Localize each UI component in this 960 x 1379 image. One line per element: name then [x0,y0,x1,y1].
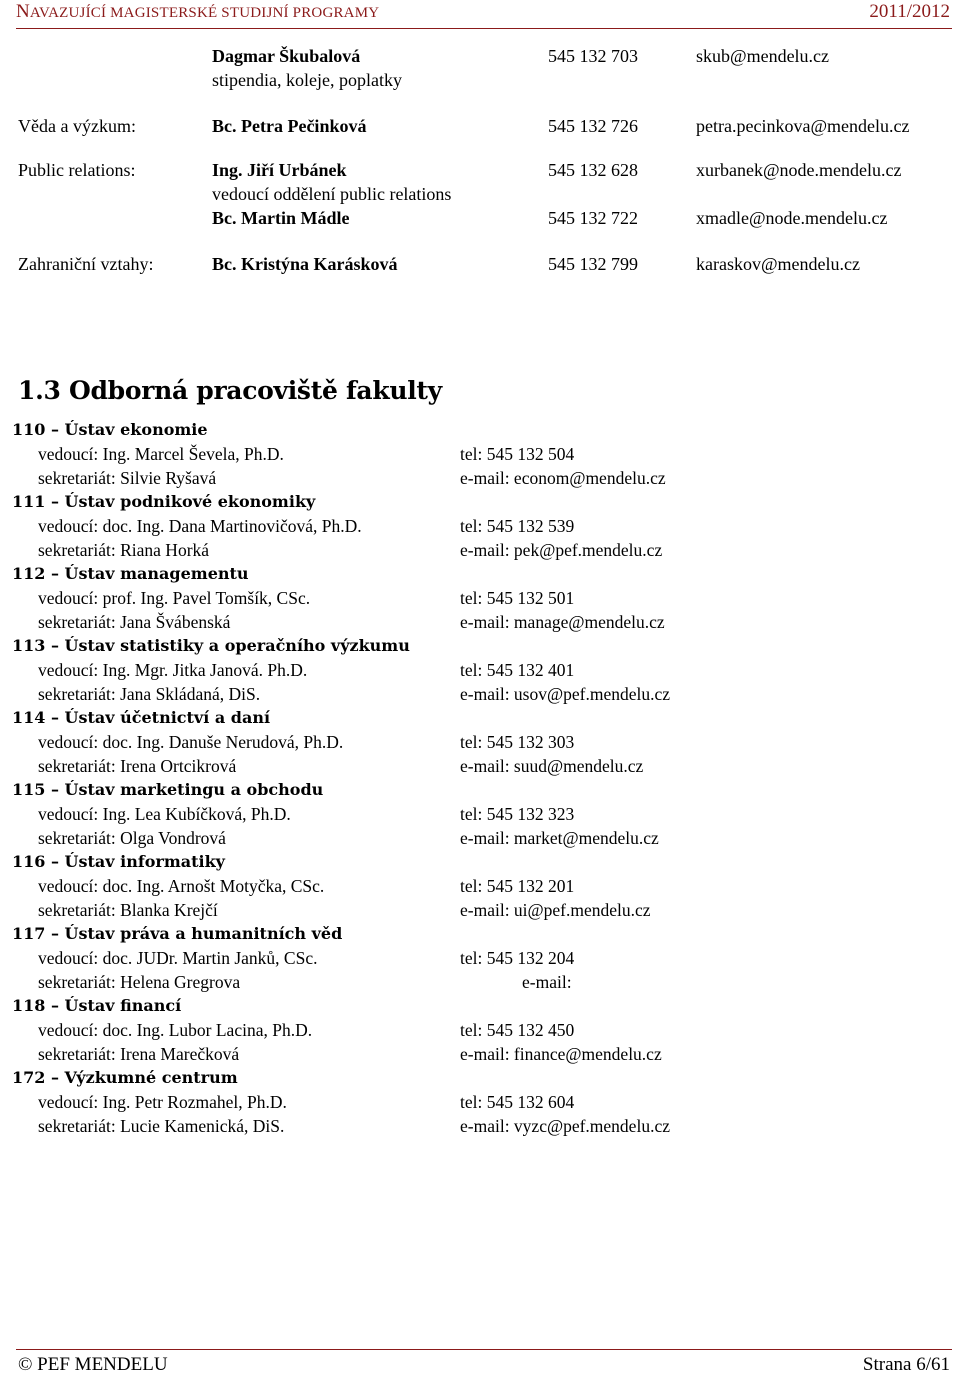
contact-name: Bc. Petra Pečinková [212,116,367,136]
department-heading: 118 – Ústav financí [12,996,182,1015]
contact-phone: 545 132 726 [548,116,638,136]
department-phone: tel: 545 132 323 [460,804,575,824]
department-secretary: sekretariát: Irena Marečková [38,1044,240,1064]
header-divider [16,28,952,29]
academic-year: 2011/2012 [869,1,950,22]
department-heading: 115 – Ústav marketingu a obchodu [12,780,324,799]
department-phone: tel: 545 132 401 [460,660,575,680]
department-heading: 117 – Ústav práva a humanitních věd [12,924,343,943]
contact-email: karaskov@mendelu.cz [696,254,861,274]
department-secretary: sekretariát: Irena Ortcikrová [38,756,237,776]
department-head: vedoucí: prof. Ing. Pavel Tomšík, CSc. [38,588,311,608]
department-head: vedoucí: doc. Ing. Arnošt Motyčka, CSc. [38,876,325,896]
department-secretary: sekretariát: Jana Švábenská [38,612,231,632]
contact-phone: 545 132 628 [548,160,638,180]
department-phone: tel: 545 132 604 [460,1092,575,1112]
department-heading: 110 – Ústav ekonomie [12,420,208,439]
department-heading: 114 – Ústav účetnictví a daní [12,708,271,727]
department-phone: tel: 545 132 539 [460,516,575,536]
contact-category: Public relations: [18,160,136,180]
department-secretary: sekretariát: Olga Vondrová [38,828,226,848]
department-secretary: sekretariát: Blanka Krejčí [38,900,218,920]
document-title-rest: AVAZUJÍCÍ MAGISTERSKÉ STUDIJNÍ PROGRAMY [29,5,380,21]
department-email: e-mail: [522,972,572,992]
department-head: vedoucí: doc. Ing. Lubor Lacina, Ph.D. [38,1020,313,1040]
page-header [0,0,960,26]
department-secretary: sekretariát: Lucie Kamenická, DiS. [38,1116,285,1136]
department-heading: 111 – Ústav podnikové ekonomiky [12,492,316,511]
department-heading: 172 – Výzkumné centrum [12,1068,238,1087]
contact-name: Bc. Martin Mádle [212,208,350,228]
contact-email: xurbanek@node.mendelu.cz [696,160,902,180]
contact-category: Zahraniční vztahy: [18,254,154,274]
department-head: vedoucí: Ing. Marcel Ševela, Ph.D. [38,444,284,464]
contact-email: xmadle@node.mendelu.cz [696,208,888,228]
contact-note: stipendia, koleje, poplatky [212,70,402,90]
page-number: Strana 6/61 [862,1354,950,1375]
department-phone: tel: 545 132 501 [460,588,575,608]
document-title [16,1,379,23]
contact-phone: 545 132 722 [548,208,638,228]
contact-category: Věda a výzkum: [18,116,136,136]
department-head: vedoucí: doc. Ing. Danuše Nerudová, Ph.D. [38,732,344,752]
contact-name: Dagmar Škubalová [212,46,361,66]
department-email: e-mail: ui@pef.mendelu.cz [460,900,651,920]
department-head: vedoucí: Ing. Lea Kubíčková, Ph.D. [38,804,291,824]
department-email: e-mail: finance@mendelu.cz [460,1044,662,1064]
department-heading: 113 – Ústav statistiky a operačního výzkumu [12,636,410,655]
department-phone: tel: 545 132 303 [460,732,575,752]
department-secretary: sekretariát: Riana Horká [38,540,210,560]
footer-copyright: © PEF MENDELU [18,1354,168,1375]
department-secretary: sekretariát: Helena Gregrova [38,972,241,992]
department-heading: 112 – Ústav managementu [12,564,249,583]
department-email: e-mail: econom@mendelu.cz [460,468,666,488]
contact-phone: 545 132 703 [548,46,638,66]
contact-phone: 545 132 799 [548,254,638,274]
department-head: vedoucí: Ing. Mgr. Jitka Janová. Ph.D. [38,660,308,680]
department-email: e-mail: market@mendelu.cz [460,828,659,848]
section-heading: 1.3 Odborná pracoviště fakulty [18,376,442,405]
department-email: e-mail: usov@pef.mendelu.cz [460,684,670,704]
contact-email: skub@mendelu.cz [696,46,830,66]
department-head: vedoucí: doc. Ing. Dana Martinovičová, Ph.D. [38,516,362,536]
department-heading: 116 – Ústav informatiky [12,852,225,871]
department-phone: tel: 545 132 204 [460,948,575,968]
department-email: e-mail: vyzc@pef.mendelu.cz [460,1116,670,1136]
department-secretary: sekretariát: Jana Skládaná, DiS. [38,684,261,704]
contact-email: petra.pecinkova@mendelu.cz [696,116,910,136]
footer-divider [16,1349,952,1350]
contact-name: Ing. Jiří Urbánek [212,160,347,180]
department-phone: tel: 545 132 450 [460,1020,575,1040]
department-email: e-mail: suud@mendelu.cz [460,756,644,776]
department-head: vedoucí: Ing. Petr Rozmahel, Ph.D. [38,1092,287,1112]
department-head: vedoucí: doc. JUDr. Martin Janků, CSc. [38,948,318,968]
contact-name: Bc. Kristýna Karásková [212,254,398,274]
department-phone: tel: 545 132 201 [460,876,575,896]
contact-note: vedoucí oddělení public relations [212,184,452,204]
department-email: e-mail: pek@pef.mendelu.cz [460,540,663,560]
document-title-initial: N [16,1,30,22]
department-phone: tel: 545 132 504 [460,444,575,464]
department-email: e-mail: manage@mendelu.cz [460,612,665,632]
department-secretary: sekretariát: Silvie Ryšavá [38,468,217,488]
